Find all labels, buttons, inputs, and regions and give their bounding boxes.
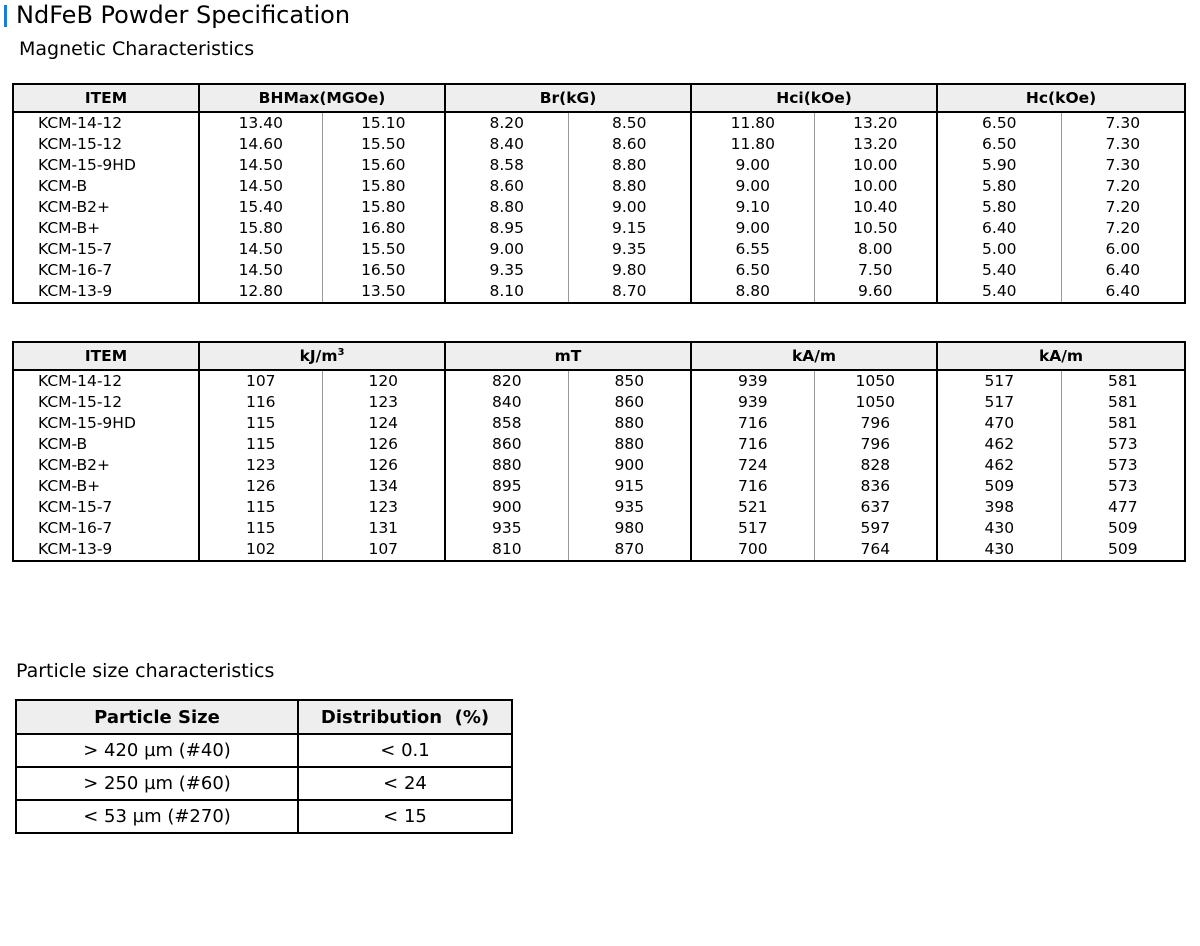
value-cell: 880 <box>568 413 691 434</box>
value-cell: 9.35 <box>445 260 568 281</box>
value-cell: 13.40 <box>199 112 322 134</box>
table-row <box>13 260 1185 281</box>
value-cell: 573 <box>1061 455 1185 476</box>
value-cell: 870 <box>568 539 691 561</box>
table-row <box>16 734 512 767</box>
value-cell: 840 <box>445 392 568 413</box>
header-hc: Hc(kOe) <box>937 84 1185 112</box>
value-cell: 470 <box>937 413 1061 434</box>
table-row <box>13 281 1185 303</box>
value-cell: 828 <box>814 455 937 476</box>
page-title: NdFeB Powder Specification <box>16 1 351 29</box>
value-cell: 8.00 <box>814 239 937 260</box>
table-row <box>13 176 1185 197</box>
table-row <box>13 413 1185 434</box>
table-row <box>13 434 1185 455</box>
value-cell: 15.10 <box>322 112 445 134</box>
item-name-cell: KCM-13-9 <box>13 281 199 303</box>
item-name-cell: KCM-14-12 <box>13 112 199 134</box>
table-row <box>16 800 512 833</box>
value-cell: 8.10 <box>445 281 568 303</box>
table-row <box>13 239 1185 260</box>
value-cell: 517 <box>937 370 1061 392</box>
table-header-row <box>16 700 512 734</box>
value-cell: 120 <box>322 370 445 392</box>
magnetic-table-imperial <box>12 83 1186 304</box>
table-header-row <box>13 342 1185 370</box>
value-cell: 796 <box>814 434 937 455</box>
value-cell: 939 <box>691 392 814 413</box>
value-cell: 16.80 <box>322 218 445 239</box>
value-cell: 880 <box>568 434 691 455</box>
value-cell: 8.80 <box>568 155 691 176</box>
value-cell: 716 <box>691 413 814 434</box>
value-cell: 8.60 <box>568 134 691 155</box>
value-cell: 398 <box>937 497 1061 518</box>
value-cell: 895 <box>445 476 568 497</box>
value-cell: 724 <box>691 455 814 476</box>
value-cell: 115 <box>199 518 322 539</box>
value-cell: 6.00 <box>1061 239 1185 260</box>
value-cell: 7.50 <box>814 260 937 281</box>
value-cell: 9.35 <box>568 239 691 260</box>
value-cell: 5.80 <box>937 197 1061 218</box>
value-cell: 126 <box>322 455 445 476</box>
header-kam-hci: kA/m <box>691 342 937 370</box>
value-cell: 5.90 <box>937 155 1061 176</box>
table-row <box>13 497 1185 518</box>
value-cell: 9.00 <box>691 155 814 176</box>
value-cell: 477 <box>1061 497 1185 518</box>
value-cell: 126 <box>199 476 322 497</box>
distribution-cell: < 15 <box>298 800 512 833</box>
value-cell: 935 <box>568 497 691 518</box>
value-cell: 6.50 <box>691 260 814 281</box>
value-cell: 10.50 <box>814 218 937 239</box>
value-cell: 8.40 <box>445 134 568 155</box>
value-cell: 9.15 <box>568 218 691 239</box>
value-cell: 462 <box>937 455 1061 476</box>
item-name-cell: KCM-15-9HD <box>13 155 199 176</box>
table-row <box>13 134 1185 155</box>
table-row <box>13 370 1185 392</box>
value-cell: 123 <box>199 455 322 476</box>
unit-superscript: 3 <box>337 346 345 358</box>
item-name-cell: KCM-14-12 <box>13 370 199 392</box>
item-name-cell: KCM-13-9 <box>13 539 199 561</box>
value-cell: 1050 <box>814 370 937 392</box>
value-cell: 14.50 <box>199 155 322 176</box>
value-cell: 581 <box>1061 370 1185 392</box>
value-cell: 10.00 <box>814 155 937 176</box>
header-br: Br(kG) <box>445 84 691 112</box>
value-cell: 915 <box>568 476 691 497</box>
item-name-cell: KCM-15-7 <box>13 497 199 518</box>
value-cell: 126 <box>322 434 445 455</box>
value-cell: 15.50 <box>322 239 445 260</box>
value-cell: 430 <box>937 539 1061 561</box>
value-cell: 8.80 <box>568 176 691 197</box>
header-energy-unit <box>199 342 445 370</box>
value-cell: 509 <box>1061 518 1185 539</box>
value-cell: 8.58 <box>445 155 568 176</box>
item-name-cell: KCM-B+ <box>13 218 199 239</box>
value-cell: 597 <box>814 518 937 539</box>
value-cell: 7.20 <box>1061 176 1185 197</box>
value-cell: 9.80 <box>568 260 691 281</box>
value-cell: 858 <box>445 413 568 434</box>
item-name-cell: KCM-15-9HD <box>13 413 199 434</box>
value-cell: 123 <box>322 497 445 518</box>
header-item: ITEM <box>13 342 199 370</box>
value-cell: 116 <box>199 392 322 413</box>
value-cell: 115 <box>199 434 322 455</box>
value-cell: 5.40 <box>937 281 1061 303</box>
value-cell: 6.55 <box>691 239 814 260</box>
title-accent-bar <box>4 5 7 27</box>
value-cell: 13.20 <box>814 112 937 134</box>
value-cell: 716 <box>691 434 814 455</box>
value-cell: 5.40 <box>937 260 1061 281</box>
header-kam-hc: kA/m <box>937 342 1185 370</box>
value-cell: 1050 <box>814 392 937 413</box>
particle-size-cell: < 53 µm (#270) <box>16 800 298 833</box>
item-name-cell: KCM-16-7 <box>13 518 199 539</box>
value-cell: 7.20 <box>1061 218 1185 239</box>
value-cell: 131 <box>322 518 445 539</box>
value-cell: 9.10 <box>691 197 814 218</box>
item-name-cell: KCM-B+ <box>13 476 199 497</box>
value-cell: 15.80 <box>199 218 322 239</box>
value-cell: 14.50 <box>199 176 322 197</box>
value-cell: 6.40 <box>1061 260 1185 281</box>
value-cell: 9.00 <box>691 176 814 197</box>
value-cell: 9.00 <box>445 239 568 260</box>
value-cell: 15.50 <box>322 134 445 155</box>
value-cell: 935 <box>445 518 568 539</box>
header-particle-size: Particle Size <box>16 700 298 734</box>
header-distribution: Distribution (%) <box>298 700 512 734</box>
value-cell: 8.60 <box>445 176 568 197</box>
header-hci: Hci(kOe) <box>691 84 937 112</box>
item-name-cell: KCM-15-7 <box>13 239 199 260</box>
particle-size-heading: Particle size characteristics <box>16 660 275 682</box>
value-cell: 700 <box>691 539 814 561</box>
value-cell: 12.80 <box>199 281 322 303</box>
value-cell: 14.50 <box>199 239 322 260</box>
value-cell: 10.00 <box>814 176 937 197</box>
value-cell: 11.80 <box>691 112 814 134</box>
value-cell: 8.80 <box>691 281 814 303</box>
value-cell: 860 <box>445 434 568 455</box>
particle-size-cell: > 250 µm (#60) <box>16 767 298 800</box>
particle-size-cell: > 420 µm (#40) <box>16 734 298 767</box>
value-cell: 716 <box>691 476 814 497</box>
value-cell: 6.50 <box>937 112 1061 134</box>
value-cell: 10.40 <box>814 197 937 218</box>
value-cell: 115 <box>199 497 322 518</box>
value-cell: 850 <box>568 370 691 392</box>
value-cell: 11.80 <box>691 134 814 155</box>
table-row <box>13 518 1185 539</box>
value-cell: 900 <box>568 455 691 476</box>
value-cell: 14.60 <box>199 134 322 155</box>
header-bhmax: BHMax(MGOe) <box>199 84 445 112</box>
value-cell: 15.80 <box>322 176 445 197</box>
item-name-cell: KCM-16-7 <box>13 260 199 281</box>
value-cell: 836 <box>814 476 937 497</box>
item-name-cell: KCM-B2+ <box>13 455 199 476</box>
value-cell: 115 <box>199 413 322 434</box>
value-cell: 8.50 <box>568 112 691 134</box>
table-row <box>13 112 1185 134</box>
value-cell: 8.20 <box>445 112 568 134</box>
table-row <box>16 767 512 800</box>
table-row <box>13 476 1185 497</box>
value-cell: 14.50 <box>199 260 322 281</box>
value-cell: 9.00 <box>568 197 691 218</box>
distribution-cell: < 24 <box>298 767 512 800</box>
value-cell: 15.40 <box>199 197 322 218</box>
value-cell: 7.30 <box>1061 155 1185 176</box>
header-mt: mT <box>445 342 691 370</box>
value-cell: 517 <box>937 392 1061 413</box>
value-cell: 15.80 <box>322 197 445 218</box>
value-cell: 7.30 <box>1061 112 1185 134</box>
value-cell: 509 <box>937 476 1061 497</box>
item-name-cell: KCM-B2+ <box>13 197 199 218</box>
value-cell: 124 <box>322 413 445 434</box>
distribution-cell: < 0.1 <box>298 734 512 767</box>
value-cell: 134 <box>322 476 445 497</box>
value-cell: 9.60 <box>814 281 937 303</box>
value-cell: 880 <box>445 455 568 476</box>
value-cell: 939 <box>691 370 814 392</box>
table-row <box>13 218 1185 239</box>
value-cell: 8.70 <box>568 281 691 303</box>
value-cell: 8.95 <box>445 218 568 239</box>
value-cell: 13.50 <box>322 281 445 303</box>
table-row <box>13 392 1185 413</box>
value-cell: 7.30 <box>1061 134 1185 155</box>
value-cell: 107 <box>322 539 445 561</box>
item-name-cell: KCM-B <box>13 434 199 455</box>
table-row <box>13 455 1185 476</box>
value-cell: 573 <box>1061 476 1185 497</box>
value-cell: 6.40 <box>1061 281 1185 303</box>
magnetic-characteristics-heading: Magnetic Characteristics <box>19 38 255 60</box>
value-cell: 6.50 <box>937 134 1061 155</box>
value-cell: 573 <box>1061 434 1185 455</box>
value-cell: 810 <box>445 539 568 561</box>
table-row <box>13 155 1185 176</box>
value-cell: 581 <box>1061 392 1185 413</box>
magnetic-table-si <box>12 341 1186 562</box>
value-cell: 5.80 <box>937 176 1061 197</box>
value-cell: 430 <box>937 518 1061 539</box>
header-item: ITEM <box>13 84 199 112</box>
value-cell: 9.00 <box>691 218 814 239</box>
value-cell: 123 <box>322 392 445 413</box>
value-cell: 13.20 <box>814 134 937 155</box>
value-cell: 900 <box>445 497 568 518</box>
value-cell: 8.80 <box>445 197 568 218</box>
value-cell: 860 <box>568 392 691 413</box>
value-cell: 581 <box>1061 413 1185 434</box>
value-cell: 15.60 <box>322 155 445 176</box>
item-name-cell: KCM-15-12 <box>13 134 199 155</box>
value-cell: 980 <box>568 518 691 539</box>
table-row <box>13 539 1185 561</box>
unit-text: kJ/m <box>299 347 338 366</box>
value-cell: 6.40 <box>937 218 1061 239</box>
value-cell: 796 <box>814 413 937 434</box>
value-cell: 637 <box>814 497 937 518</box>
value-cell: 16.50 <box>322 260 445 281</box>
table-header-row <box>13 84 1185 112</box>
value-cell: 102 <box>199 539 322 561</box>
value-cell: 509 <box>1061 539 1185 561</box>
value-cell: 521 <box>691 497 814 518</box>
value-cell: 517 <box>691 518 814 539</box>
value-cell: 764 <box>814 539 937 561</box>
value-cell: 462 <box>937 434 1061 455</box>
value-cell: 5.00 <box>937 239 1061 260</box>
value-cell: 107 <box>199 370 322 392</box>
value-cell: 7.20 <box>1061 197 1185 218</box>
value-cell: 820 <box>445 370 568 392</box>
particle-size-table <box>15 699 513 834</box>
item-name-cell: KCM-15-12 <box>13 392 199 413</box>
item-name-cell: KCM-B <box>13 176 199 197</box>
table-row <box>13 197 1185 218</box>
